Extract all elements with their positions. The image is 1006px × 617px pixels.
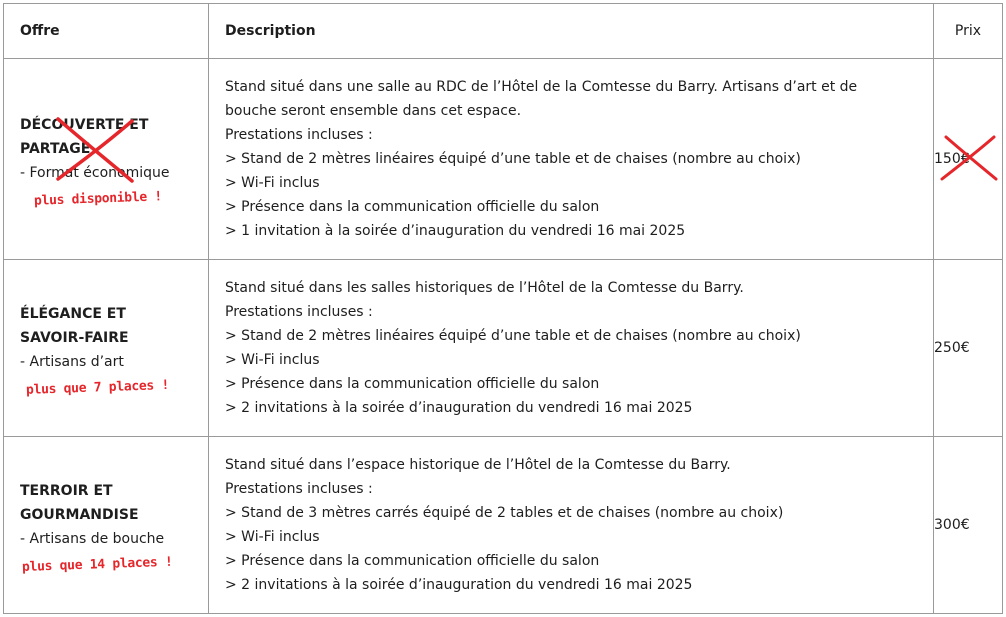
- price-value: 250€: [934, 340, 970, 356]
- description-line: > 2 invitations à la soirée d’inauguration du vendredi 16 mai 2025: [225, 577, 693, 593]
- description-line: > Wi-Fi inclus: [225, 352, 320, 368]
- offre-name: TERROIR ET GOURMANDISE: [20, 482, 139, 523]
- offre-cell: [4, 437, 209, 614]
- description-line: > Stand de 2 mètres linéaires équipé d’une table et de chaises (nombre au choix): [225, 328, 801, 344]
- offers-table: [3, 3, 1003, 614]
- description-line: Prestations incluses :: [225, 304, 373, 320]
- price-cell: [934, 59, 1003, 260]
- description-line: > Présence dans la communication officielle du salon: [225, 553, 600, 569]
- table-row: [4, 260, 1003, 437]
- description-cell: [209, 437, 934, 614]
- description-line: > Stand de 3 mètres carrés équipé de 2 tables et de chaises (nombre au choix): [225, 505, 784, 521]
- description-line: Prestations incluses :: [225, 481, 373, 497]
- offre-cell: [4, 59, 209, 260]
- offre-name: DÉCOUVERTE ET PARTAGE: [20, 116, 149, 157]
- offre-cell: [4, 260, 209, 437]
- description-cell: [209, 59, 934, 260]
- description-cell: [209, 260, 934, 437]
- description-line: > Stand de 2 mètres linéaires équipé d’une table et de chaises (nombre au choix): [225, 151, 801, 167]
- description-line: Prestations incluses :: [225, 127, 373, 143]
- description-line: > 2 invitations à la soirée d’inauguration du vendredi 16 mai 2025: [225, 400, 693, 416]
- description-line: bouche seront ensemble dans cet espace.: [225, 103, 522, 119]
- description-header: Description: [209, 4, 934, 59]
- header-row: [4, 4, 1003, 59]
- offre-subtitle: - Artisans de bouche: [20, 530, 165, 547]
- description-line: Stand situé dans l’espace historique de l’Hôtel de la Comtesse du Barry.: [225, 457, 731, 473]
- availability-note: plus disponible !: [33, 188, 163, 209]
- offre-subtitle: - Artisans d’art: [20, 353, 124, 370]
- price-cell: [934, 437, 1003, 614]
- table-row: [4, 437, 1003, 614]
- offre-name: ÉLÉGANCE ET SAVOIR-FAIRE: [20, 305, 129, 346]
- availability-note: plus que 14 places !: [21, 554, 173, 575]
- table-row: [4, 59, 1003, 260]
- description-line: > Wi-Fi inclus: [225, 175, 320, 191]
- price-value: 300€: [934, 517, 970, 533]
- description-line: Stand situé dans une salle au RDC de l’Hôtel de la Comtesse du Barry. Artisans d’art et de: [225, 79, 858, 95]
- description-line: Stand situé dans les salles historiques de l’Hôtel de la Comtesse du Barry.: [225, 280, 744, 296]
- price-cell: [934, 260, 1003, 437]
- description-line: > 1 invitation à la soirée d’inauguration du vendredi 16 mai 2025: [225, 223, 686, 239]
- description-line: > Présence dans la communication officielle du salon: [225, 376, 600, 392]
- price-value: 150€: [934, 151, 970, 167]
- offre-subtitle: - Format économique: [20, 164, 170, 181]
- description-line: > Présence dans la communication officielle du salon: [225, 199, 600, 215]
- offre-header: Offre: [4, 4, 209, 59]
- prix-header: Prix: [934, 4, 1003, 59]
- availability-note: plus que 7 places !: [25, 377, 170, 398]
- description-line: > Wi-Fi inclus: [225, 529, 320, 545]
